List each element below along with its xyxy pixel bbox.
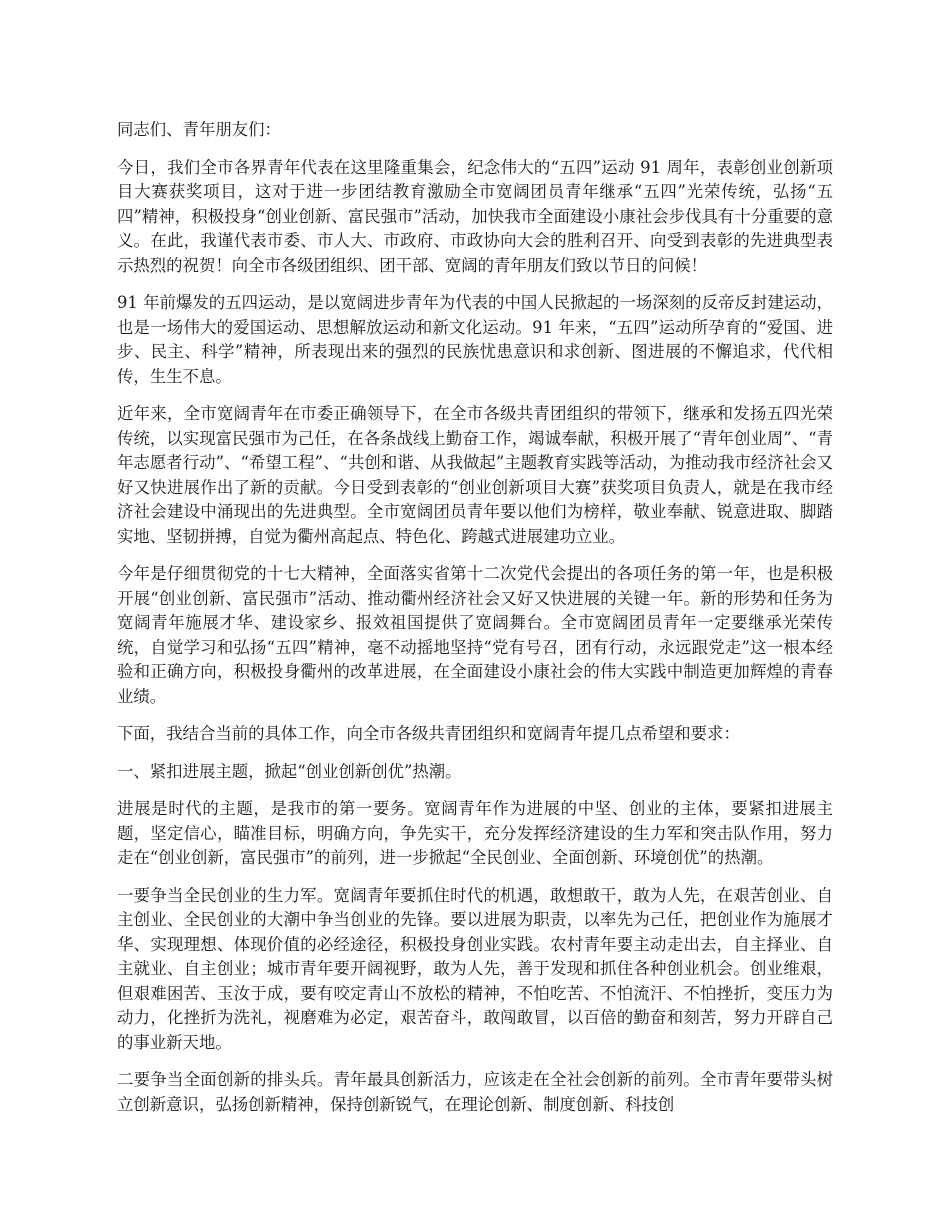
paragraph-entrepreneurship: 一要争当全民创业的生力军。宽阔青年要抓住时代的机遇，敢想敢干，敢为人先，在艰苦创业、自主创业、全民创业的大潮中争当创业的先锋。要以进展为职责，以率先为己任，把创业作为施展才华、实现理想、体现价值的必经途径，积极投身创业实践。农村青年要主动走出去，自主择业、自主就业、自主创业；城市青年要开阔视野，敢为人先，善于发现和抓住各种创业机会。创业维艰，但艰难困苦、玉汝于成，要有咬定青山不放松的精神，不怕吃苦、不怕流汗、不怕挫折，变压力为动力，化挫折为洗礼，视磨难为必定，艰苦奋斗，敢闯敢冒，以百倍的勤奋和刻苦，努力开辟自己的事业新天地。 [117, 885, 833, 1052]
paragraph-opening: 今日，我们全市各界青年代表在这里隆重集会，纪念伟大的“五四”运动 91 周年，表彰创业创新项目大赛获奖项目，这对于进一步团结教育激励全市宽阔团员青年继承“五四”光荣传统，弘扬“五四”精神，积极投身“创业创新、富民强市”活动，加快我市全面建设小康社会步伐具有十分重要的意义。在此，我谨代表市委、市人大、市政府、市政协向大会的胜利召开、向受到表彰的先进典型表示热烈的祝贺！向全市各级团组织、团干部、宽阔的青年朋友们致以节日的问候！ [117, 157, 833, 275]
paragraph-intro-requirements: 下面，我结合当前的具体工作，向全市各级共青团组织和宽阔青年提几点希望和要求： [117, 724, 740, 743]
paragraph-history: 91 年前爆发的五四运动，是以宽阔进步青年为代表的中国人民掀起的一场深刻的反帝反封建运动，也是一场伟大的爱国运动、思想解放运动和新文化运动。91 年来，“五四”运动所孕育的“爱国、进步、民主、科学”精神，所表现出来的强烈的民族忧患意识和求创新、图进展的不懈追求，代代相传，生生不息。 [117, 293, 833, 386]
paragraph-development-theme: 进展是时代的主题，是我市的第一要务。宽阔青年作为进展的中坚、创业的主体，要紧扣进展主题，坚定信心，瞄准目标，明确方向，争先实干，充分发挥经济建设的生力军和突击队作用，努力走在“创业创新，富民强市”的前列，进一步掀起“全民创业、全面创新、环境创优”的热潮。 [117, 799, 833, 867]
paragraph-this-year: 今年是仔细贯彻党的十七大精神，全面落实省第十二次党代会提出的各项任务的第一年，也是积极开展“创业创新、富民强市”活动、推动衢州经济社会又好又快进展的关键一年。新的形势和任务为宽阔青年施展才华、建设家乡、报效祖国提供了宽阔舞台。全市宽阔团员青年一定要继承光荣传统，自觉学习和弘扬“五四”精神，毫不动摇地坚持“党有号召，团有行动，永远跟党走”这一根本经验和正确方向，积极投身衢州的改革进展，在全面建设小康社会的伟大实践中制造更加辉煌的青春业绩。 [117, 564, 833, 706]
paragraph-innovation: 二要争当全面创新的排头兵。青年最具创新活力，应该走在全社会创新的前列。全市青年要带头树立创新意识，弘扬创新精神，保持创新锐气，在理论创新、制度创新、科技创 [117, 1070, 833, 1114]
section-heading-1: 一、紧扣进展主题，掀起“创业创新创优”热潮。 [117, 761, 462, 781]
document-body [117, 118, 833, 1130]
paragraph-achievements: 近年来，全市宽阔青年在市委正确领导下，在全市各级共青团组织的带领下，继承和发扬五四光荣传统，以实现富民强市为己任，在各条战线上勤奋工作，竭诚奉献，积极开展了“青年创业周”、“青年志愿者行动”、“希望工程”、“共创和谐、从我做起”主题教育实践等活动，为推动我市经济社会又好又快进展作出了新的贡献。今日受到表彰的“创业创新项目大赛”获奖项目负责人，就是在我市经济社会建设中涌现出的先进典型。全市宽阔团员青年要以他们为榜样，敬业奉献、锐意进取、脚踏实地、坚韧拼搏，自觉为衢州高起点、特色化、跨越式进展建功立业。 [117, 404, 833, 546]
salutation: 同志们、青年朋友们： [117, 120, 281, 139]
